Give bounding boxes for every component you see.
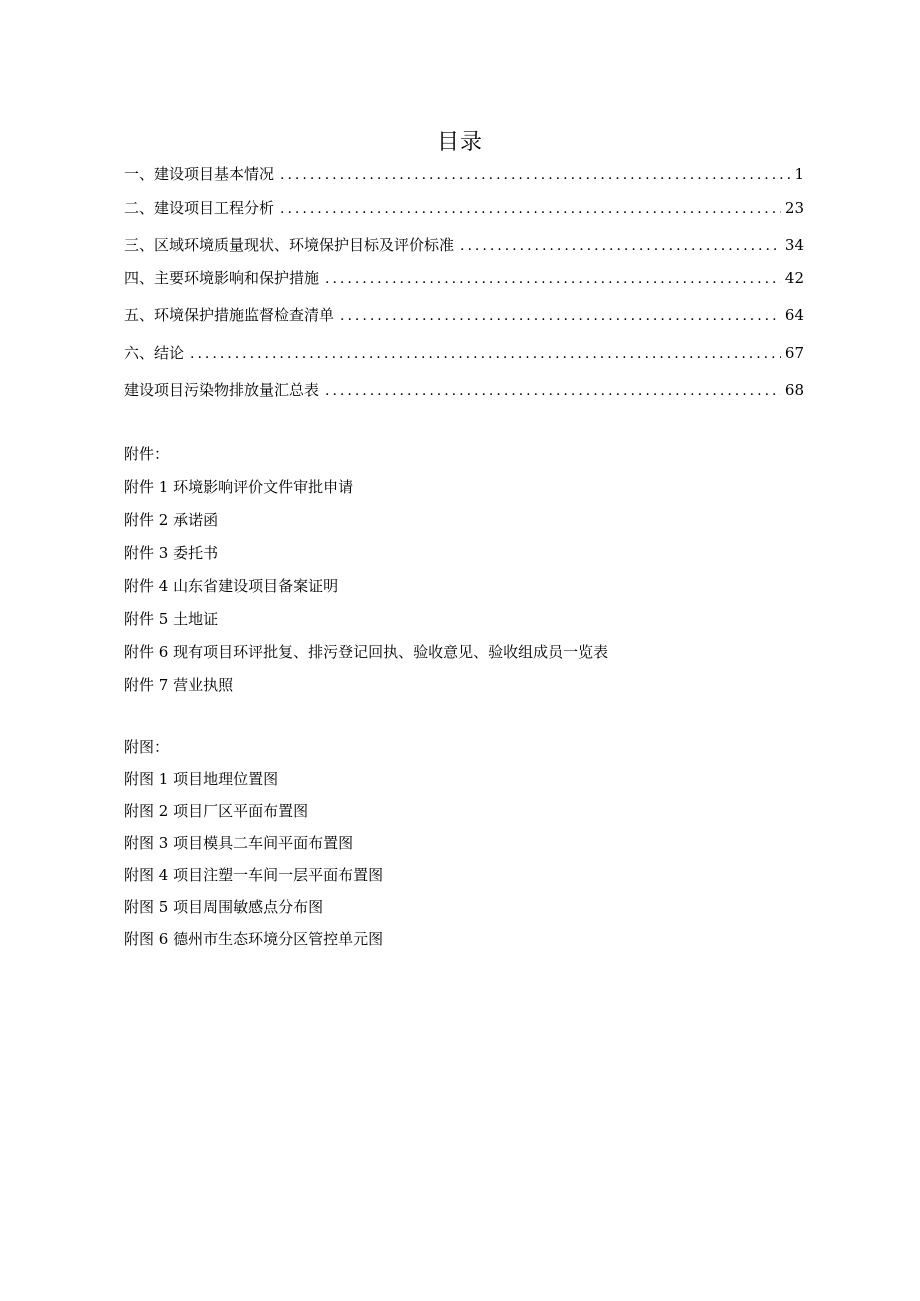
toc-entry-page: 1 — [794, 165, 804, 183]
toc-entry[interactable] — [124, 303, 804, 327]
toc-entry-label: 一、建设项目基本情况 — [124, 165, 275, 183]
toc-leader-dots — [340, 304, 781, 328]
attachment-item: 附件 6 现有项目环评批复、排污登记回执、验收意见、验收组成员一览表 — [124, 643, 609, 661]
figures-list — [124, 767, 804, 951]
toc-entry-page: 64 — [784, 306, 804, 324]
toc-entry[interactable] — [124, 233, 804, 257]
toc-entry-label: 三、区域环境质量现状、环境保护目标及评价标准 — [124, 236, 455, 254]
attachment-item: 附件 2 承诺函 — [124, 511, 219, 529]
figures-heading: 附图： — [124, 738, 170, 756]
attachment-item: 附件 5 土地证 — [124, 610, 219, 628]
attachments-section — [124, 442, 804, 697]
toc-leader-dots — [190, 342, 781, 366]
toc-title: 目录 — [436, 130, 483, 155]
attachment-item: 附件 7 营业执照 — [124, 676, 234, 694]
toc-entry-page: 34 — [784, 236, 804, 254]
attachments-list — [124, 475, 804, 697]
figure-item: 附图 1 项目地理位置图 — [124, 770, 279, 788]
figure-item: 附图 6 德州市生态环境分区管控单元图 — [124, 930, 384, 948]
toc-leader-dots — [280, 197, 781, 221]
toc-entry-page: 42 — [784, 269, 804, 287]
toc-entry-page: 68 — [784, 381, 804, 399]
toc-entry-page: 23 — [784, 199, 804, 217]
toc-leader-dots — [325, 267, 781, 291]
figure-item: 附图 2 项目厂区平面布置图 — [124, 802, 309, 820]
figure-item: 附图 3 项目模具二车间平面布置图 — [124, 834, 354, 852]
attachment-item: 附件 1 环境影响评价文件审批申请 — [124, 478, 354, 496]
toc-entry-label: 四、主要环境影响和保护措施 — [124, 269, 320, 287]
toc-entry-page: 67 — [784, 344, 804, 362]
attachment-item: 附件 4 山东省建设项目备案证明 — [124, 577, 339, 595]
toc-entry[interactable] — [124, 196, 804, 220]
toc-entry-label: 建设项目污染物排放量汇总表 — [124, 381, 320, 399]
toc-leader-dots — [460, 234, 781, 258]
toc-entry[interactable] — [124, 162, 804, 186]
figure-item: 附图 5 项目周围敏感点分布图 — [124, 898, 324, 916]
toc-entry[interactable] — [124, 341, 804, 365]
toc-leader-dots — [280, 163, 790, 187]
attachment-item: 附件 3 委托书 — [124, 544, 219, 562]
toc-entry[interactable] — [124, 378, 804, 402]
toc-leader-dots — [325, 379, 781, 403]
toc-entry[interactable] — [124, 266, 804, 290]
figure-item: 附图 4 项目注塑一车间一层平面布置图 — [124, 866, 384, 884]
figures-section — [124, 735, 804, 951]
toc-entry-label: 六、结论 — [124, 344, 185, 362]
toc-entry-label: 二、建设项目工程分析 — [124, 199, 275, 217]
toc-entry-label: 五、环境保护措施监督检查清单 — [124, 306, 335, 324]
attachments-heading: 附件： — [124, 445, 170, 463]
